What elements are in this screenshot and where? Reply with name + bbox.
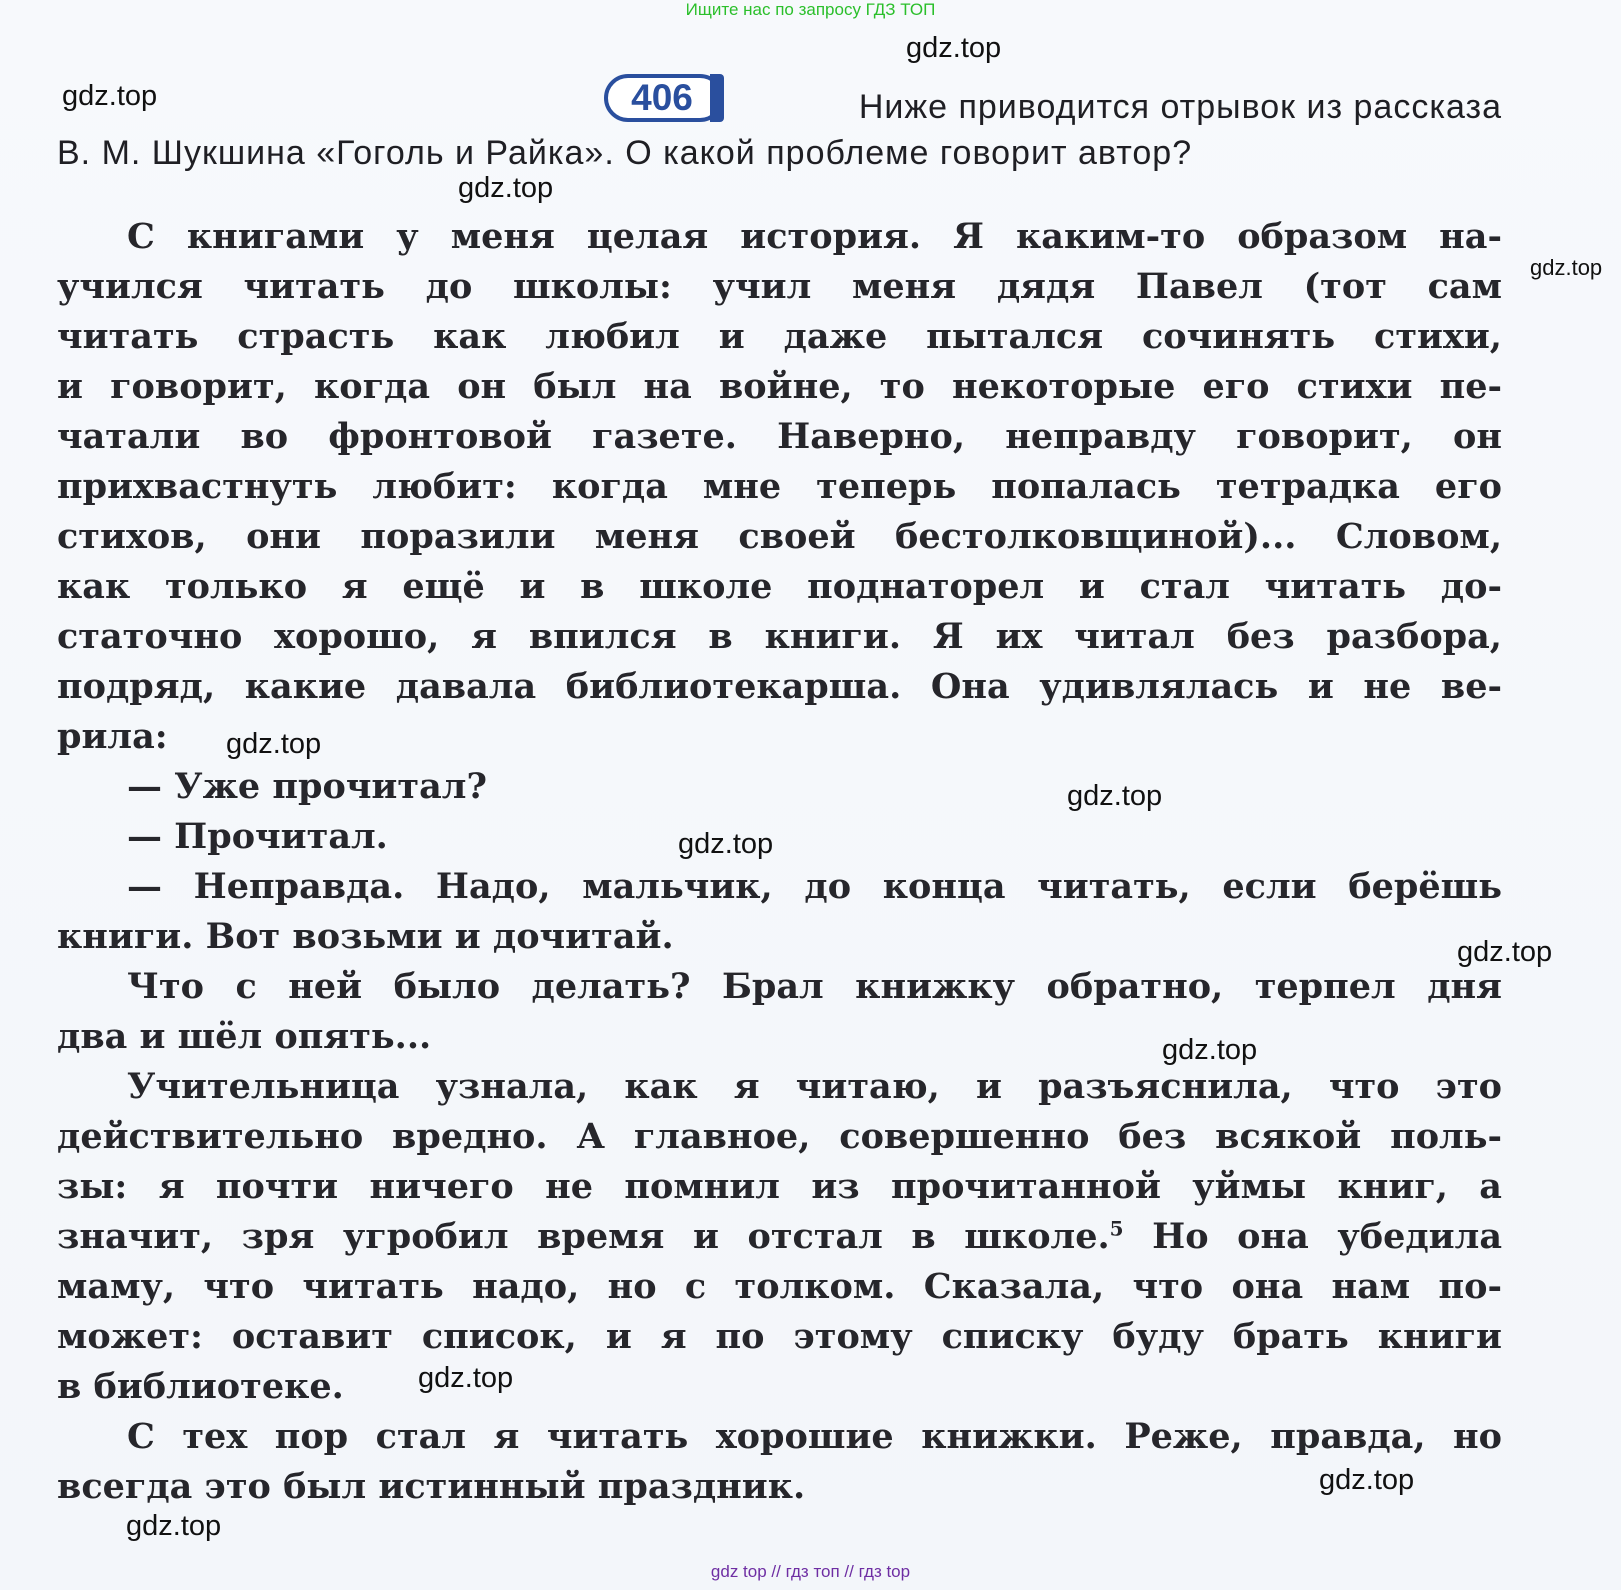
footnote-mark: 5 bbox=[1109, 1216, 1124, 1241]
text-line: и говорит, когда он был на войне, то некоторые его стихи пе- bbox=[57, 366, 1502, 407]
text-line: действительно вредно. А главное, совершенно без всякой поль- bbox=[57, 1116, 1502, 1157]
dialogue-line: — Уже прочитал? bbox=[127, 766, 487, 807]
footer-links[interactable]: gdz top // гдз топ // гдз top bbox=[710, 1562, 911, 1581]
watermark: gdz.top bbox=[1457, 936, 1553, 968]
text-line: подряд, какие давала библиотекарша. Она удивлялась и не ве- bbox=[57, 666, 1502, 707]
text-line: читать страсть как любил и даже пытался сочинять стихи, bbox=[57, 316, 1502, 357]
dialogue-line: — Неправда. Надо, мальчик, до конца читать, если берёшь bbox=[127, 866, 1502, 907]
text-line: книги. Вот возьми и дочитай. bbox=[57, 916, 674, 957]
task-line-2: В. М. Шукшина «Гоголь и Райка». О какой проблеме говорит автор? bbox=[57, 134, 1193, 172]
dialogue-line: — Прочитал. bbox=[127, 816, 388, 857]
text-line: стихов, они поразили меня своей бестолковщиной)... Словом, bbox=[57, 516, 1502, 557]
exercise-number: 406 bbox=[631, 77, 693, 118]
story-excerpt bbox=[57, 212, 1502, 1512]
text-line: Учительница узнала, как я читаю, и разъяснила, что это bbox=[127, 1066, 1502, 1107]
text-line: в библиотеке. bbox=[57, 1366, 344, 1407]
watermark: gdz.top bbox=[418, 1362, 514, 1394]
text-line: всегда это был истинный праздник. bbox=[57, 1466, 806, 1507]
watermark: gdz.top bbox=[1319, 1464, 1415, 1496]
text-segment: Но она убедила bbox=[1152, 1216, 1502, 1257]
watermark: gdz.top bbox=[1067, 780, 1163, 812]
text-line: учился читать до школы: учил меня дядя Павел (тот сам bbox=[57, 266, 1502, 307]
task-line-1: Ниже приводится отрывок из рассказа bbox=[858, 88, 1502, 126]
text-line: Что с ней было делать? Брал книжку обратно, терпел дня bbox=[127, 966, 1502, 1007]
badge-bar bbox=[710, 74, 724, 122]
text-line: чатали во фронтовой газете. Наверно, неправду говорит, он bbox=[57, 416, 1502, 457]
exercise-number-badge bbox=[604, 74, 724, 122]
watermark: gdz.top bbox=[458, 172, 554, 204]
text-segment: значит, зря угробил время и отстал в школе. bbox=[57, 1216, 1110, 1257]
watermark: gdz.top bbox=[1530, 255, 1603, 280]
text-line: прихвастнуть любит: когда мне теперь попалась тетрадка его bbox=[57, 466, 1502, 507]
text-line: рила: bbox=[57, 716, 168, 757]
text-line-with-footnote bbox=[57, 1212, 1502, 1262]
watermark: gdz.top bbox=[126, 1510, 222, 1542]
watermark: gdz.top bbox=[226, 728, 322, 760]
text-line: маму, что читать надо, но с толком. Сказала, что она нам по- bbox=[57, 1266, 1502, 1307]
text-line: два и шёл опять... bbox=[57, 1016, 432, 1057]
search-banner[interactable]: Ищите нас по запросу ГДЗ ТОП bbox=[685, 0, 936, 19]
text-line: С тех пор стал я читать хорошие книжки. Реже, правда, но bbox=[127, 1416, 1502, 1457]
watermark: gdz.top bbox=[678, 828, 774, 860]
text-line: зы: я почти ничего не помнил из прочитанной уймы книг, а bbox=[57, 1166, 1502, 1207]
text-line: статочно хорошо, я впился в книги. Я их читал без разбора, bbox=[57, 616, 1502, 657]
text-line: С книгами у меня целая история. Я каким-то образом на- bbox=[127, 216, 1502, 257]
watermark: gdz.top bbox=[906, 32, 1002, 64]
text-line: может: оставит список, и я по этому списку буду брать книги bbox=[57, 1316, 1502, 1357]
watermark: gdz.top bbox=[62, 80, 158, 112]
watermark: gdz.top bbox=[1162, 1034, 1258, 1066]
text-line: как только я ещё и в школе поднаторел и стал читать до- bbox=[57, 566, 1502, 607]
